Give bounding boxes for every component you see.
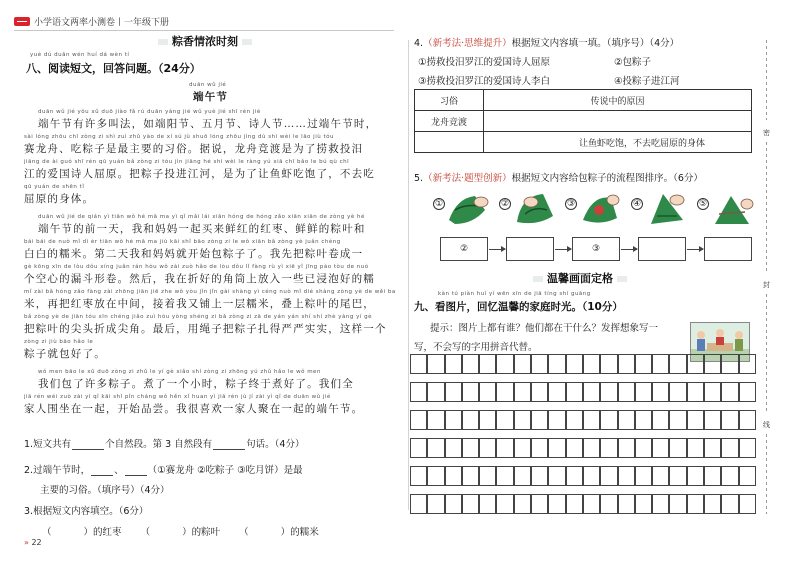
step-number: ④	[632, 199, 642, 209]
q9-pinyin: kàn tú piàn huí yì wēn xīn de jiā tíng shí guāng	[438, 291, 591, 297]
grid-cell[interactable]	[583, 354, 600, 374]
grid-cell[interactable]	[566, 438, 583, 458]
q2-blank-2[interactable]	[125, 467, 147, 476]
passage-line: 粽子就包好了。	[24, 348, 106, 360]
q1-text-a: 1.短文共有	[24, 439, 72, 450]
table-header-reason: 传说中的原因	[484, 90, 752, 111]
flow-box[interactable]: ③	[572, 237, 620, 261]
grid-cell[interactable]	[652, 410, 669, 430]
left-banner: 粽香情浓时刻	[150, 33, 260, 49]
grid-cell[interactable]	[427, 354, 444, 374]
grid-cell[interactable]	[445, 410, 462, 430]
passage-pinyin: gè kōng xīn de lòu dǒu xíng juǎn rán hòu wǒ zài zuò hǎo de lòu dǒu lǐ fàng rù yì xiē yǐ jīng pào tòu de nuò	[24, 264, 369, 270]
grid-cell[interactable]	[410, 438, 427, 458]
grid-cell[interactable]	[687, 438, 704, 458]
grid-cell[interactable]	[721, 382, 738, 402]
step-number: ③	[566, 199, 576, 209]
grid-cell[interactable]	[496, 410, 513, 430]
grid-cell[interactable]	[635, 382, 652, 402]
grid-cell[interactable]	[704, 354, 721, 374]
q4-tag: （新考法·思维提升）	[423, 38, 512, 49]
step-image	[697, 190, 755, 230]
grid-cell[interactable]	[739, 466, 756, 486]
passage-line: 米，再把红枣放在中间，接着我又铺上一层糯米，叠上粽叶的尾巴，	[24, 298, 375, 310]
q4-option-1: ①捞救投汨罗江的爱国诗人屈原	[418, 57, 551, 68]
grid-cell[interactable]	[427, 438, 444, 458]
hint-line-1: 提示：图片上都有谁？他们都在干什么？发挥想象写一	[430, 323, 659, 334]
passage-line: 端午节有许多叫法，如端阳节、五月节、诗人节……过端午节时，	[38, 118, 378, 130]
passage-pinyin: bǎ zòng yè de jiān tóu xīn chéng jiǎo zuì hòu yòng shéng zi bǎ zòng zi zā de yán yán shí shí zhè yàng yí gè	[24, 314, 373, 320]
grid-cell[interactable]	[548, 354, 565, 374]
right-banner: 温馨画面定格	[520, 270, 640, 286]
grid-cell[interactable]	[652, 382, 669, 402]
step-image	[565, 190, 623, 230]
q2-text-b: 、	[114, 465, 124, 476]
grid-cell[interactable]	[600, 382, 617, 402]
grid-cell[interactable]	[479, 354, 496, 374]
grid-cell[interactable]	[427, 382, 444, 402]
question-3: 3.根据短文内容填空。（6分）	[24, 506, 149, 517]
grid-cell[interactable]	[445, 438, 462, 458]
grid-cell[interactable]	[445, 494, 462, 514]
grid-cell[interactable]	[566, 466, 583, 486]
grid-row	[410, 466, 756, 486]
grid-cell[interactable]	[496, 382, 513, 402]
step-image	[499, 190, 557, 230]
grid-row	[410, 438, 756, 458]
grid-cell[interactable]	[462, 438, 479, 458]
q3-blank-2[interactable]: （ ）	[140, 527, 192, 538]
question-2-cont: 主要的习俗。（填序号）（4分）	[40, 485, 170, 496]
grid-cell[interactable]	[566, 410, 583, 430]
grid-cell[interactable]	[514, 410, 531, 430]
table-answer-cell[interactable]	[415, 132, 484, 153]
wrapping-zongzi-icon	[643, 190, 689, 228]
grid-cell[interactable]	[669, 382, 686, 402]
grid-cell[interactable]	[704, 438, 721, 458]
grid-cell[interactable]	[531, 466, 548, 486]
passage-pinyin: wǒ men bāo le xǔ duō zòng zi zhǔ le yí gè xiǎo shí zòng zi zhōng yú zhǔ hǎo le wǒ men	[38, 369, 321, 375]
grid-cell[interactable]	[462, 494, 479, 514]
grid-cell[interactable]	[618, 410, 635, 430]
grid-cell[interactable]	[583, 438, 600, 458]
grid-cell[interactable]	[496, 494, 513, 514]
grid-cell[interactable]	[618, 354, 635, 374]
q3-blank-3[interactable]: （ ）	[239, 527, 291, 538]
passage-pinyin: zòng zi jiù bāo hǎo le	[24, 339, 94, 345]
grid-cell[interactable]	[445, 354, 462, 374]
grid-cell[interactable]	[427, 410, 444, 430]
seal-char: 密	[763, 129, 770, 137]
q1-blank-1[interactable]	[72, 441, 104, 450]
step-number: ①	[434, 199, 444, 209]
wrapping-zongzi-icon	[511, 190, 557, 228]
q9-title: 九、看图片，回忆温馨的家庭时光。（10分）	[414, 301, 623, 313]
grid-cell[interactable]	[635, 494, 652, 514]
grid-cell[interactable]	[669, 410, 686, 430]
grid-cell[interactable]	[548, 382, 565, 402]
q2-text-a: 2.过端午节时，	[24, 465, 91, 476]
table-header-custom: 习俗	[415, 90, 484, 111]
grid-cell[interactable]	[445, 382, 462, 402]
grid-cell[interactable]	[496, 466, 513, 486]
grid-cell[interactable]	[410, 466, 427, 486]
grid-row	[410, 494, 756, 514]
passage-line: 赛龙舟、吃粽子是最主要的习俗。据说，龙舟竞渡是为了捞救投汨	[24, 143, 364, 155]
page-header	[14, 13, 169, 29]
table-answer-cell[interactable]	[484, 111, 752, 132]
q3-text-b: 的粽叶	[191, 527, 221, 538]
grid-cell[interactable]	[496, 438, 513, 458]
seal-line	[766, 142, 767, 272]
wrapping-zongzi-icon	[445, 190, 491, 228]
grid-cell[interactable]	[548, 410, 565, 430]
question-2	[24, 462, 303, 476]
passage-line: 个空心的漏斗形卷。然后，我在折好的角筒上放入一些已浸泡好的糯	[24, 273, 375, 285]
grid-cell[interactable]	[427, 494, 444, 514]
step-number: ②	[500, 199, 510, 209]
writing-grid[interactable]	[410, 354, 756, 514]
seal-line	[766, 40, 767, 120]
arrow-right-icon	[489, 249, 505, 250]
grid-cell[interactable]	[462, 410, 479, 430]
grid-cell[interactable]	[739, 438, 756, 458]
question-3-fill	[42, 524, 319, 538]
hint-line-2: 写，不会写的字用拼音代替。	[414, 342, 538, 353]
grid-cell[interactable]	[531, 438, 548, 458]
grid-cell[interactable]	[479, 410, 496, 430]
grid-cell[interactable]	[583, 382, 600, 402]
passage-title: 端午节	[193, 91, 229, 103]
passage-line: 端午节的前一天，我和妈妈一起买来鲜红的红枣、鲜鲜的粽叶和	[38, 223, 366, 235]
custom-reason-table	[414, 89, 752, 153]
question-1	[24, 436, 304, 450]
grid-cell[interactable]	[583, 494, 600, 514]
grid-cell[interactable]	[739, 354, 756, 374]
passage-line: 我们包了许多粽子。煮了一个小时，粽子终于煮好了。我们全	[38, 378, 354, 390]
grid-cell[interactable]	[514, 354, 531, 374]
grid-cell[interactable]	[548, 438, 565, 458]
q3-text-a: 的红枣	[93, 527, 122, 538]
grid-cell[interactable]	[704, 382, 721, 402]
grid-cell[interactable]	[721, 438, 738, 458]
grid-cell[interactable]	[566, 354, 583, 374]
grid-cell[interactable]	[687, 354, 704, 374]
grid-cell[interactable]	[669, 466, 686, 486]
arrow-right-icon	[621, 249, 637, 250]
seal-line	[766, 294, 767, 414]
grid-cell[interactable]	[739, 494, 756, 514]
passage-pinyin: duān wǔ jié de qián yì tiān wǒ hé mā ma yì qǐ mǎi lái xiān hóng de hóng zǎo xiān xiān de zòng yè hé	[38, 214, 365, 220]
grid-cell[interactable]	[514, 382, 531, 402]
q3-blank-1[interactable]: （ ）	[42, 527, 94, 538]
passage-pinyin: jiā rén wéi zuò zài yì qǐ kāi shǐ pǐn cháng wǒ hěn xǐ huan yì jiā rén jù jí zài yì qǐ de duān wǔ jié	[24, 394, 331, 400]
passage-line: 屈原的身体。	[24, 193, 95, 205]
page-number-value: 22	[31, 538, 42, 547]
passage-line: 江的爱国诗人屈原。把粽子投进江河，是为了让鱼虾吃饱了，不去吃	[24, 168, 375, 180]
grid-cell[interactable]	[531, 494, 548, 514]
grid-cell[interactable]	[479, 494, 496, 514]
step-image	[631, 190, 689, 230]
step-number: ⑤	[698, 199, 708, 209]
grid-cell[interactable]	[600, 354, 617, 374]
grid-cell[interactable]	[704, 494, 721, 514]
step-image	[433, 190, 491, 230]
grid-cell[interactable]	[687, 466, 704, 486]
grid-cell[interactable]	[739, 410, 756, 430]
grid-cell[interactable]	[618, 382, 635, 402]
grid-cell[interactable]	[669, 494, 686, 514]
flow-box[interactable]	[506, 237, 554, 261]
q4-option-3: ③捞救投汨罗江的爱国诗人李白	[418, 76, 551, 87]
passage-pinyin: sài lóng zhōu chī zòng zi shì zuì zhǔ yào de xí sú jù shuō lóng zhōu jìng dù shì wèi le lāo jiù tóu	[24, 134, 334, 140]
grid-row	[410, 354, 756, 374]
passage-pinyin: qū yuán de shēn tǐ	[24, 184, 85, 190]
grid-cell[interactable]	[566, 382, 583, 402]
grid-cell[interactable]	[600, 466, 617, 486]
passage-title-pinyin: duān wǔ jié	[189, 82, 227, 88]
grid-cell[interactable]	[410, 494, 427, 514]
grid-cell[interactable]	[479, 438, 496, 458]
q2-options: （①赛龙舟 ②吃粽子 ③吃月饼）是最	[147, 465, 303, 476]
question-4: 4.（新考法·思维提升）根据短文内容填一填。（填序号）（4分）	[414, 38, 680, 49]
grid-cell[interactable]	[669, 438, 686, 458]
flow-box[interactable]	[704, 237, 752, 261]
passage-pinyin: duān wǔ jié yǒu xǔ duō jiào fǎ rú duān yáng jié wǔ yuè jié shī rén jié	[38, 109, 261, 115]
grid-cell[interactable]	[652, 354, 669, 374]
grid-cell[interactable]	[479, 382, 496, 402]
question-5: 5.（新考法·题型创新）根据短文内容给包粽子的流程图排序。（6分）	[414, 173, 703, 184]
grid-cell[interactable]	[514, 494, 531, 514]
grid-cell[interactable]	[704, 410, 721, 430]
passage-pinyin: bái bái de nuò mǐ dì èr tiān wǒ hé mā ma jiù kāi shǐ bāo zòng zi le wǒ xiān bǎ zòng yè juǎn chéng	[24, 239, 341, 245]
tying-zongzi-icon	[709, 190, 755, 228]
grid-cell[interactable]	[687, 410, 704, 430]
q1-blank-2[interactable]	[213, 441, 245, 450]
q5-text: 根据短文内容给包粽子的流程图排序。（6分）	[511, 173, 703, 184]
grid-cell[interactable]	[600, 494, 617, 514]
section-title: 八、阅读短文，回答问题。（24分）	[26, 62, 201, 75]
grid-cell[interactable]	[531, 354, 548, 374]
grid-cell[interactable]	[618, 438, 635, 458]
page-number: » 22	[24, 538, 42, 547]
grid-cell[interactable]	[687, 382, 704, 402]
grid-cell[interactable]	[462, 354, 479, 374]
grid-cell[interactable]	[721, 494, 738, 514]
q1-text-b: 个自然段。第 3 自然段有	[105, 439, 213, 450]
grid-cell[interactable]	[721, 466, 738, 486]
brand-logo-icon	[14, 17, 30, 26]
arrow-right-icon	[687, 249, 703, 250]
grid-cell[interactable]	[531, 410, 548, 430]
seal-char: 线	[763, 421, 770, 429]
section-pinyin: yuè dú duǎn wén huí dá wèn tí	[30, 52, 130, 58]
grid-cell[interactable]	[583, 466, 600, 486]
grid-cell[interactable]	[496, 354, 513, 374]
header-divider	[14, 30, 394, 31]
grid-cell[interactable]	[445, 466, 462, 486]
q4-option-4: ④投粽子进江河	[614, 76, 680, 87]
grid-cell[interactable]	[514, 438, 531, 458]
grid-cell[interactable]	[635, 438, 652, 458]
grid-cell[interactable]	[669, 354, 686, 374]
flow-box[interactable]	[638, 237, 686, 261]
wrapping-zongzi-icon	[577, 190, 623, 228]
grid-cell[interactable]	[479, 466, 496, 486]
grid-cell[interactable]	[583, 410, 600, 430]
q5-tag: （新考法·题型创新）	[423, 173, 512, 184]
grid-row	[410, 410, 756, 430]
grid-cell[interactable]	[687, 494, 704, 514]
grid-cell[interactable]	[721, 354, 738, 374]
grid-cell[interactable]	[652, 466, 669, 486]
grid-cell[interactable]	[652, 494, 669, 514]
table-cell-reason: 让鱼虾吃饱，不去吃屈原的身体	[484, 132, 752, 153]
zongzi-steps	[433, 190, 755, 230]
grid-cell[interactable]	[427, 466, 444, 486]
grid-cell[interactable]	[548, 466, 565, 486]
seal-char: 封	[763, 281, 770, 289]
grid-cell[interactable]	[635, 466, 652, 486]
passage-line: 家人围坐在一起，开始品尝。我很喜欢一家人聚在一起的端午节。	[24, 403, 364, 415]
grid-cell[interactable]	[514, 466, 531, 486]
grid-cell[interactable]	[652, 438, 669, 458]
q4-text: 根据短文内容填一填。（填序号）（4分）	[511, 38, 680, 49]
flow-box[interactable]: ②	[440, 237, 488, 261]
grid-cell[interactable]	[548, 494, 565, 514]
grid-cell[interactable]	[704, 466, 721, 486]
grid-cell[interactable]	[410, 354, 427, 374]
grid-cell[interactable]	[618, 494, 635, 514]
grid-cell[interactable]	[721, 410, 738, 430]
grid-cell[interactable]	[618, 466, 635, 486]
grid-cell[interactable]	[635, 354, 652, 374]
column-divider	[408, 40, 409, 510]
grid-row	[410, 382, 756, 402]
seal-line	[766, 434, 767, 514]
grid-cell[interactable]	[410, 382, 427, 402]
grid-cell[interactable]	[600, 410, 617, 430]
header-text: 小学语文两率小测卷丨一年级下册	[34, 17, 170, 28]
grid-cell[interactable]	[739, 382, 756, 402]
passage-pinyin: mǐ zài bǎ hóng zǎo fàng zài zhōng jiān jiē zhe wǒ yòu jǐn jǐn gài shàng yì céng nuò mǐ dié shàng zòng yè de wěi ba	[24, 289, 396, 295]
grid-cell[interactable]	[410, 410, 427, 430]
grid-cell[interactable]	[462, 466, 479, 486]
arrow-right-icon	[555, 249, 571, 250]
q2-blank-1[interactable]	[91, 467, 113, 476]
grid-cell[interactable]	[566, 494, 583, 514]
order-flow	[440, 237, 752, 261]
q3-text-c: 的糯米	[290, 527, 319, 538]
q4-option-2: ②包粽子	[614, 57, 652, 68]
passage-line: 把粽叶的尖头折成尖角。最后，用绳子把粽子扎得严严实实，这样一个	[24, 323, 387, 335]
passage-pinyin: jiāng de ài guó shī rén qū yuán bǎ zòng zi tóu jìn jiāng hé shì wèi le ràng yú xiā chī bǎo le bú qù chī	[24, 159, 350, 165]
q1-text-c: 句话。（4分）	[246, 439, 305, 450]
passage-line: 白白的糯米。第二天我和妈妈就开始包粽子了。我先把粽叶卷成一	[24, 248, 364, 260]
table-cell-custom: 龙舟竞渡	[415, 111, 484, 132]
grid-cell[interactable]	[531, 382, 548, 402]
grid-cell[interactable]	[600, 438, 617, 458]
grid-cell[interactable]	[462, 382, 479, 402]
grid-cell[interactable]	[635, 410, 652, 430]
